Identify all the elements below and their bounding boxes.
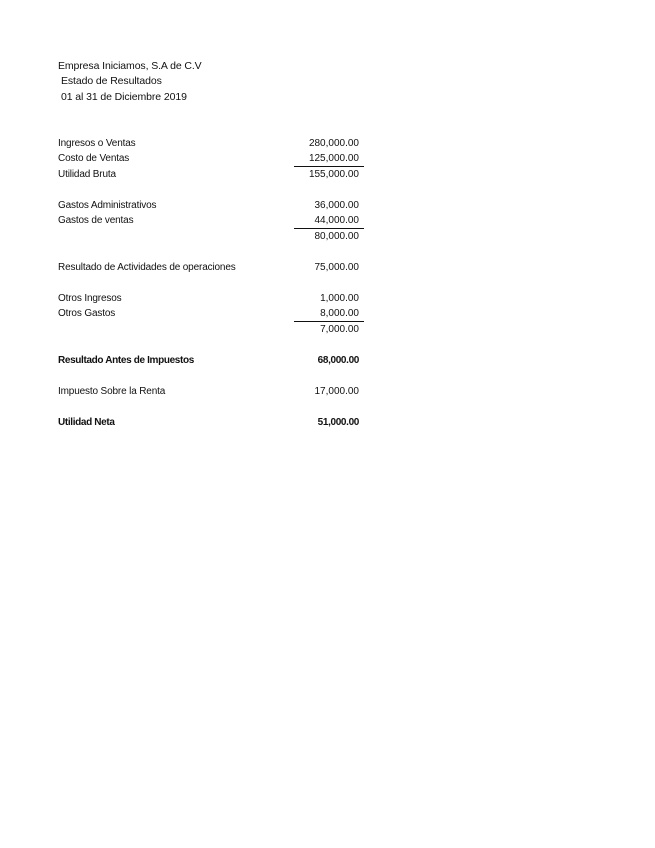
row-label: Otros Gastos	[58, 308, 116, 319]
row-resultado-antes-impuestos	[58, 355, 364, 369]
subtotal-rule	[294, 321, 364, 322]
row-amount: 280,000.00	[308, 138, 359, 149]
row-amount: 8,000.00	[320, 308, 359, 319]
row-otros-gastos	[58, 308, 364, 322]
row-costo-ventas	[58, 153, 364, 167]
row-label: Resultado de Actividades de operaciones	[58, 262, 236, 273]
company-name: Empresa Iniciamos, S.A de C.V	[58, 60, 202, 72]
row-amount: 68,000.00	[317, 355, 359, 366]
row-label: Impuesto Sobre la Renta	[58, 386, 166, 397]
row-amount: 1,000.00	[320, 293, 359, 304]
subtotal-rule	[294, 166, 364, 167]
row-amount: 75,000.00	[314, 262, 359, 273]
row-gastos-ventas	[58, 215, 364, 229]
row-amount: 44,000.00	[314, 215, 359, 226]
statement-title: Estado de Resultados	[61, 75, 162, 87]
row-label: Resultado Antes de Impuestos	[58, 355, 194, 366]
row-otros-ingresos	[58, 293, 364, 307]
row-label: Otros Ingresos	[58, 293, 122, 304]
row-amount: 7,000.00	[320, 324, 359, 335]
row-amount: 51,000.00	[317, 417, 359, 428]
row-resultado-actividades	[58, 262, 364, 276]
row-ingresos-ventas	[58, 138, 364, 152]
row-total-gastos	[58, 231, 364, 245]
row-label: Ingresos o Ventas	[58, 138, 136, 149]
row-amount: 80,000.00	[314, 231, 359, 242]
row-label: Costo de Ventas	[58, 153, 130, 164]
statement-period: 01 al 31 de Diciembre 2019	[61, 91, 187, 103]
row-label: Utilidad Bruta	[58, 169, 116, 180]
row-total-otros	[58, 324, 364, 338]
row-amount: 125,000.00	[308, 153, 359, 164]
row-label: Gastos Administrativos	[58, 200, 157, 211]
row-amount: 17,000.00	[314, 386, 359, 397]
subtotal-rule	[294, 228, 364, 229]
row-impuesto-renta	[58, 386, 364, 400]
row-utilidad-bruta	[58, 169, 364, 183]
row-utilidad-neta	[58, 417, 364, 431]
row-amount: 36,000.00	[314, 200, 359, 211]
row-gastos-administrativos	[58, 200, 364, 214]
row-label: Gastos de ventas	[58, 215, 134, 226]
row-label: Utilidad Neta	[58, 417, 115, 428]
row-amount: 155,000.00	[308, 169, 359, 180]
